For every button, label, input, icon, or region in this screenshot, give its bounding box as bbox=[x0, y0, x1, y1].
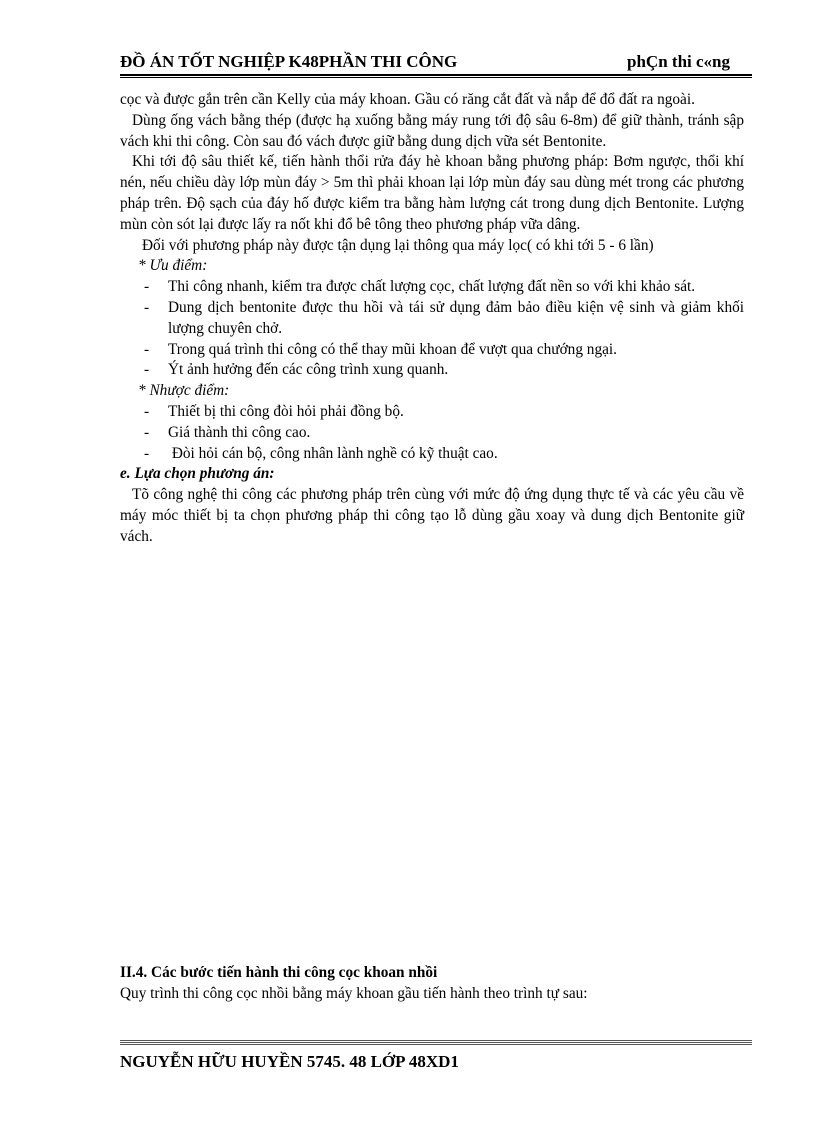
section-e-paragraph: Tõ công nghệ thi công các phương pháp trên cùng với mức độ ứng dụng thực tế và các yêu cầu về máy móc thiết bị ta chọn phương pháp thi công tạo lỗ dùng gầu xoay và dung dịch Bentonite giữ vách. bbox=[120, 486, 744, 545]
paragraph-1: cọc và được gắn trên cần Kelly của máy khoan. Gầu có răng cắt đất và nắp để đổ đất ra ngoài. bbox=[120, 91, 695, 108]
list-item bbox=[120, 340, 744, 361]
list-item bbox=[120, 423, 744, 444]
advantages-heading: * Ưu điểm: bbox=[138, 257, 208, 275]
header-title: ĐỒ ÁN TỐT NGHIỆP K48PHẦN THI CÔNG bbox=[120, 52, 458, 71]
dash-bullet: - bbox=[144, 340, 150, 358]
footer-divider bbox=[120, 1040, 752, 1045]
dash-bullet: - bbox=[144, 278, 150, 296]
section-2 bbox=[120, 962, 744, 1004]
disadvantage-text: Thiết bị thi công đòi hỏi phải đồng bộ. bbox=[168, 402, 404, 420]
advantage-text: Dung dịch bentonite được thu hồi và tái sử dụng đảm bảo điều kiện vệ sinh và giảm khối lượng chuyên chở. bbox=[168, 298, 744, 337]
dash-bullet: - bbox=[144, 423, 150, 441]
list-item bbox=[120, 298, 744, 340]
page-footer: NGUYỄN HỮU HUYỀN 5745. 48 LỚP 48XD1 bbox=[120, 1052, 459, 1071]
list-item bbox=[120, 402, 744, 423]
list-item bbox=[120, 360, 744, 381]
dash-bullet: - bbox=[144, 361, 150, 379]
paragraph-4: Đối với phương pháp này được tận dụng lại thông qua máy lọc( có khi tới 5 - 6 lần) bbox=[142, 236, 654, 254]
dash-bullet: - bbox=[144, 402, 150, 420]
dash-bullet: - bbox=[144, 444, 150, 462]
disadvantage-text: Giá thành thi công cao. bbox=[168, 423, 311, 441]
section-2-heading: II.4. Các bước tiến hành thi công cọc khoan nhồi bbox=[120, 964, 438, 981]
advantage-text: Thi công nhanh, kiểm tra được chất lượng cọc, chất lượng đất nền so với khi khảo sát. bbox=[168, 278, 696, 296]
dash-bullet: - bbox=[144, 298, 150, 316]
disadvantages-heading: * Nhược điểm: bbox=[138, 382, 230, 400]
paragraph-3: Khi tới độ sâu thiết kế, tiến hành thổi rửa đáy hè khoan bằng phương pháp: Bơm ngược, thổi khí nén, nếu chiều dày lớp mùn đáy > 5m thì phải khoan lại lớp mùn đáy sau dùng mét trong các phương pháp trên. Độ sạch của đáy hố được kiểm tra bằng hàm lượng cát trong dung dịch Bentonite. Lượng mùn còn sót lại được lấy ra nốt khi đổ bê tông theo phương pháp vữa dâng. bbox=[120, 153, 744, 233]
body-content bbox=[120, 90, 744, 548]
section-e-heading: e. Lựa chọn phương án: bbox=[120, 465, 275, 483]
disadvantage-text: Đòi hỏi cán bộ, công nhân lành nghề có kỹ thuật cao. bbox=[168, 444, 498, 462]
header-section-label: phÇn thi c«ng bbox=[627, 52, 730, 71]
list-item bbox=[120, 277, 744, 298]
section-2-paragraph: Quy trình thi công cọc nhồi bằng máy khoan gầu tiến hành theo trình tự sau: bbox=[120, 985, 588, 1002]
advantage-text: Trong quá trình thi công có thể thay mũi khoan để vượt qua chướng ngại. bbox=[168, 340, 617, 358]
paragraph-2: Dùng ống vách bằng thép (được hạ xuống bằng máy rung tới độ sâu 6-8m) để giữ thành, tránh sập vách khi thi công. Còn sau đó vách được giữ bằng dung dịch vữa sét Bentonite. bbox=[120, 111, 744, 150]
header-divider bbox=[120, 74, 752, 78]
list-item bbox=[120, 444, 744, 465]
advantage-text: Ýt ảnh hưởng đến các công trình xung quanh. bbox=[168, 361, 449, 379]
